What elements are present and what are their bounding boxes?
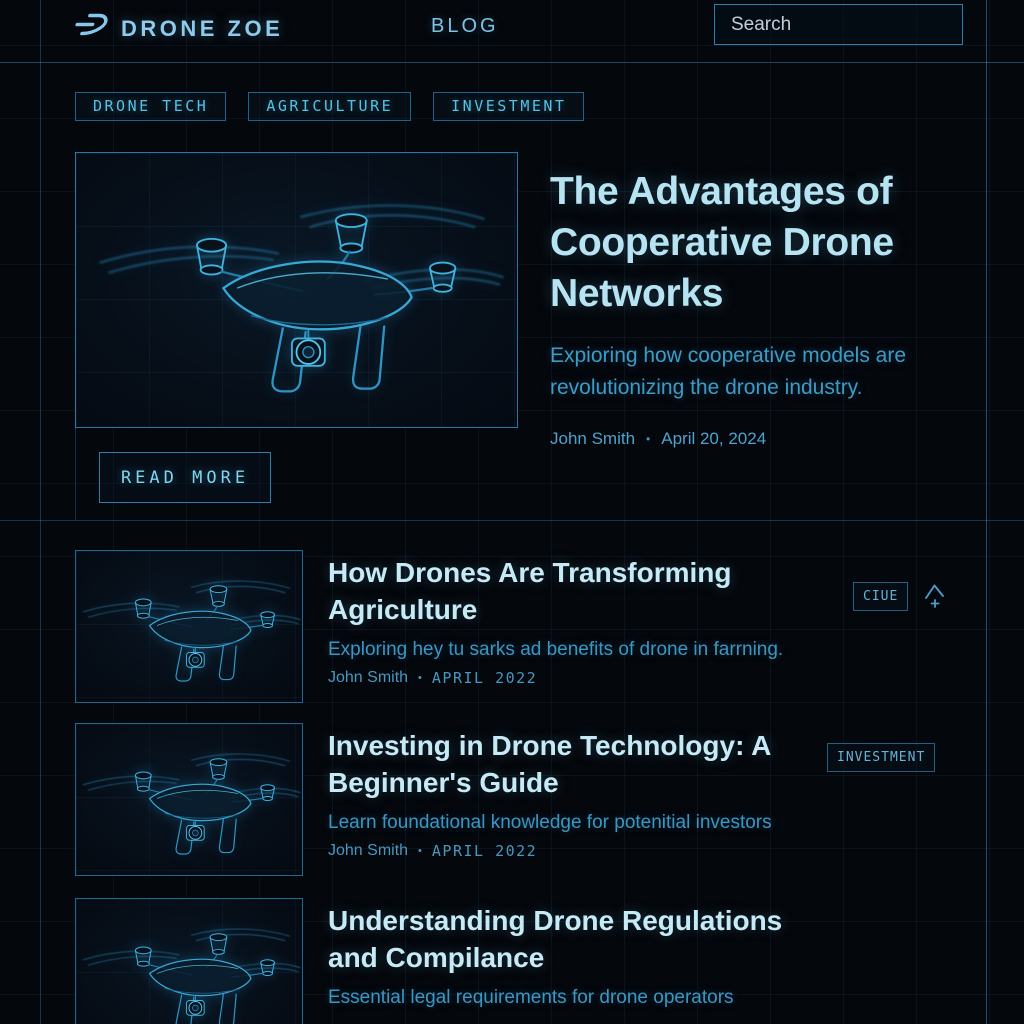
brand-name: DRONE ZOE [121,15,284,41]
article-category-badge: CIUE [853,582,908,611]
grid-accent-line-left [40,0,41,1024]
filter-button-investment[interactable]: INVESTMENT [433,92,584,121]
article-byline [328,669,928,687]
featured-article-content [550,166,1012,449]
filter-button-agriculture[interactable]: AGRICULTURE [248,92,411,121]
featured-article-title[interactable]: The Advantages of Cooperative Drone Networks [550,170,894,315]
featured-article-subtitle: Expioring how cooperative models are revolutionizing the drone industry. [550,344,907,399]
article-subtitle: Exploring hey tu sarks ad benefits of drone in farrning. [328,639,784,660]
drone-locator-icon [918,577,952,611]
article-subtitle: Essential legal requirements for drone operators [328,987,734,1008]
read-more-button[interactable]: READ MORE [99,452,271,503]
publish-date: APRIL 2022 [431,842,538,860]
article-row [75,898,1010,1024]
article-content [328,554,928,687]
article-subtitle: Learn foundational knowledge for potenitial investors [328,812,772,833]
article-category-badge: INVESTMENT [827,743,935,772]
filter-button-drone-tech[interactable]: DRONE TECH [75,92,226,121]
article-content [328,902,928,1009]
featured-section-divider [0,520,1024,521]
header-divider [0,62,1024,63]
drone-zoe-logo-icon [72,11,108,46]
author-name: John Smith [328,842,409,859]
article-thumbnail[interactable] [75,723,303,876]
category-filter-bar [75,92,584,121]
article-title[interactable]: Investing in Drone Technology: A Beginner's Guide [328,730,771,798]
byline-separator: • [418,672,422,684]
author-name: John Smith [550,429,636,448]
featured-article-image[interactable] [75,152,518,428]
article-thumbnail[interactable] [75,550,303,703]
brand-logo[interactable] [72,11,283,46]
article-title[interactable]: How Drones Are Transforming Agriculture [328,557,732,625]
search-input[interactable] [714,4,963,45]
byline-separator: • [418,845,422,857]
article-row [75,723,1010,878]
featured-article-byline [550,429,1012,449]
article-thumbnail[interactable] [75,898,303,1024]
nav-item-blog[interactable]: BLOG [431,15,499,37]
byline-separator: • [646,432,651,446]
author-name: John Smith [328,669,409,686]
publish-date: April 20, 2024 [661,429,767,448]
publish-date: APRIL 2022 [431,669,538,687]
article-byline [328,842,928,860]
article-title[interactable]: Understanding Drone Regulations and Compilance [328,905,783,973]
article-row [75,550,1010,705]
